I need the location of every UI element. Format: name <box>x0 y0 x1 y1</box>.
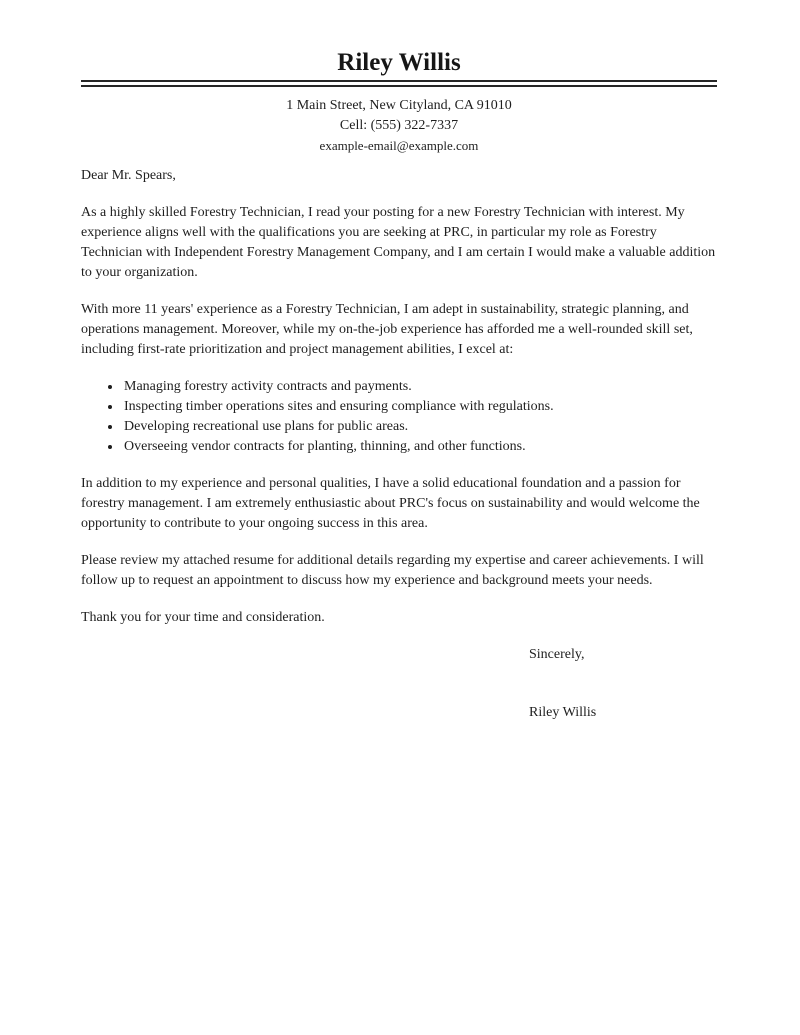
skills-list-item: • Overseeing vendor contracts for planting, thinning, and other functions. <box>122 437 717 457</box>
signature-block <box>529 645 717 723</box>
paragraph-closing-2: Please review my attached resume for additional details regarding my expertise and career achievements. I will follow up to request an appointment to discuss how my experience and background meets your needs. <box>81 553 704 588</box>
paragraph-intro-2: With more 11 years' experience as a Forestry Technician, I am adept in sustainability, strategic planning, and operations management. Moreover, while my on-the-job experience has afforded me a well-rounded skill set, including first-rate prioritization and project management abilities, I excel at: <box>81 302 693 357</box>
contact-address: 1 Main Street, New Cityland, CA 91010 <box>286 98 512 113</box>
header-rule <box>81 80 717 87</box>
signature-name: Riley Willis <box>529 705 597 720</box>
skills-list <box>81 377 717 457</box>
applicant-name: Riley Willis <box>337 49 461 76</box>
letter-header <box>81 50 717 156</box>
valediction: Sincerely, <box>529 647 585 662</box>
salutation: Dear Mr. Spears, <box>81 168 176 183</box>
skills-list-item: • Inspecting timber operations sites and ensuring compliance with regulations. <box>122 397 717 417</box>
paragraph-closing-1: In addition to my experience and personal qualities, I have a solid educational foundation and a passion for forestry management. I am extremely enthusiastic about PRC's focus on sustainability and would welcome the opportunity to contribute to your ongoing success in this area. <box>81 476 700 531</box>
contact-phone: Cell: (555) 322-7337 <box>339 118 459 133</box>
letter-body <box>81 166 717 723</box>
skills-list-item: • Managing forestry activity contracts and payments. <box>122 377 717 397</box>
skills-list-item: • Developing recreational use plans for public areas. <box>122 417 717 437</box>
paragraph-intro-1: As a highly skilled Forestry Technician, I read your posting for a new Forestry Technician with interest. My experience aligns well with the qualifications you are seeking at PRC, in particular my role as Forestry Technician with Independent Forestry Management Company, and I am certain I would make a valuable addition to your organization. <box>81 205 716 280</box>
contact-block <box>81 96 717 156</box>
paragraph-thank-you: Thank you for your time and consideration. <box>81 610 325 625</box>
contact-email: example-email@example.com <box>319 138 479 153</box>
